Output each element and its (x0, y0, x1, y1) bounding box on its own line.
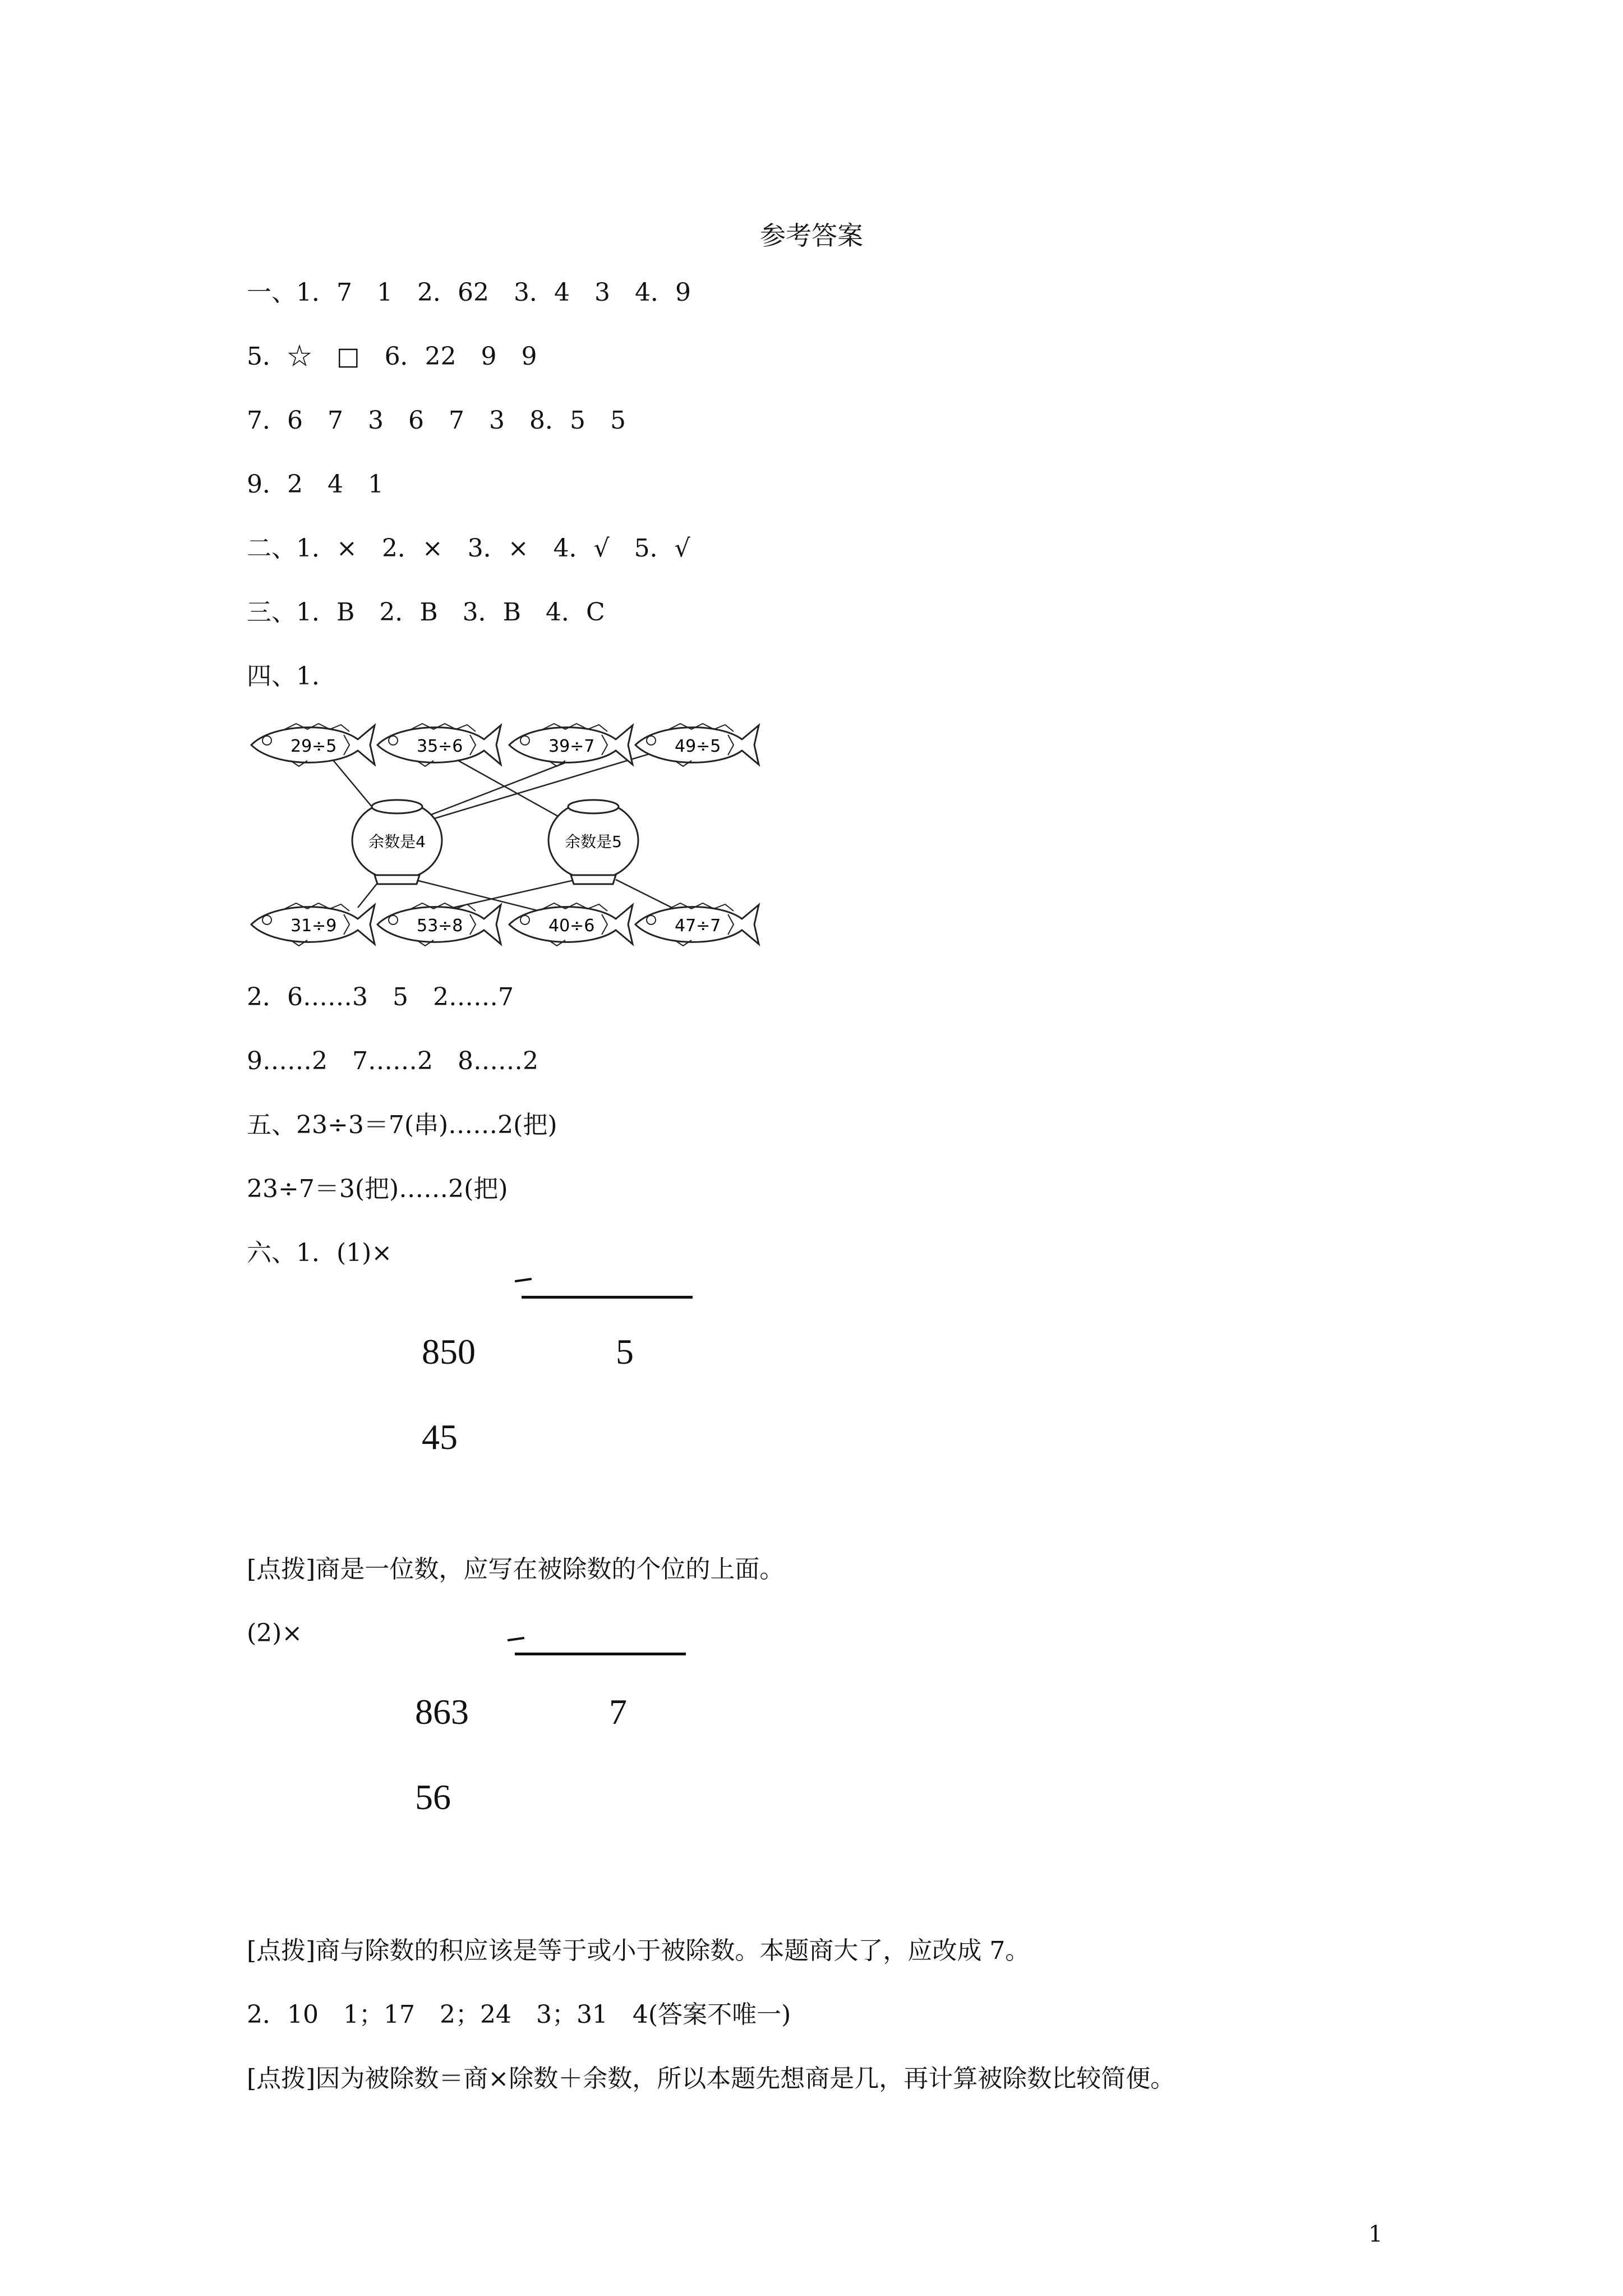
divisor: 7 (609, 1692, 627, 1732)
fish-label: 29÷5 (291, 737, 337, 756)
answer-line-10: 五、23÷3＝7(串)……2(把) (247, 1111, 557, 1139)
answer-line-6: 三、1．B 2．B 3．B 4．C (247, 598, 605, 627)
dividend: 850 (422, 1332, 476, 1372)
answer-line-3: 7．6 7 3 6 7 3 8．5 5 (247, 406, 626, 435)
hint-line-1: [点拨]商是一位数，应写在被除数的个位的上面。 (247, 1555, 785, 1584)
division-bar (515, 1653, 686, 1655)
hint-line-3: [点拨]因为被除数＝商×除数＋余数，所以本题先想商是几，再计算被除数比较简便。 (247, 2064, 1175, 2093)
answer-line-16: 2．10 1；17 2；24 3；31 4(答案不唯一) (247, 2000, 791, 2029)
fish-bottom-3 (509, 903, 633, 946)
hint-line-2: [点拨]商与除数的积应该是等于或小于被除数。本题商大了，应改成 7。 (247, 1936, 1030, 1965)
division-bar (522, 1296, 693, 1299)
fish-label: 39÷7 (548, 737, 595, 756)
fish-label: 35÷6 (417, 737, 463, 756)
bowl-label: 余数是4 (368, 832, 426, 851)
partial-product: 45 (422, 1417, 458, 1457)
divisor: 5 (616, 1332, 634, 1372)
answer-line-7: 四、1． (247, 662, 336, 691)
answer-line-1: 一、1．7 1 2．62 3．4 3 4．9 (247, 278, 691, 307)
answer-line-11: 23÷7＝3(把)……2(把) (247, 1175, 508, 1203)
answer-line-12: 六、1．(1)× (247, 1239, 393, 1267)
fish-bottom-1 (251, 903, 375, 946)
answer-line-5: 二、1．× 2．× 3．× 4．√ 5．√ (247, 534, 690, 563)
bowl-remainder-4 (352, 800, 442, 884)
fish-label: 49÷5 (675, 737, 721, 756)
fish-label: 40÷6 (548, 916, 595, 936)
answer-line-4: 9．2 4 1 (247, 470, 384, 499)
fish-top-3 (509, 724, 633, 766)
answer-line-8: 2．6……3 5 2……7 (247, 983, 514, 1011)
fish-bottom-4 (635, 903, 759, 946)
fish-top-2 (377, 724, 501, 766)
fish-label: 47÷7 (675, 916, 721, 936)
dividend: 863 (415, 1692, 469, 1732)
fish-matching-diagram (246, 717, 762, 958)
page-title: 参考答案 (760, 220, 863, 251)
page-number: 1 (1368, 2221, 1383, 2247)
partial-product: 56 (415, 1777, 451, 1817)
answer-line-14: (2)× (247, 1619, 303, 1648)
fish-top-4 (635, 724, 759, 766)
bowl-label: 余数是5 (565, 832, 622, 851)
fish-bottom-2 (377, 903, 501, 946)
division-tick (508, 1637, 524, 1641)
fish-top-1 (251, 724, 375, 766)
fish-label: 53÷8 (417, 916, 463, 936)
division-tick (515, 1278, 532, 1282)
answer-line-9: 9……2 7……2 8……2 (247, 1047, 538, 1075)
answer-line-2: 5．☆ □ 6．22 9 9 (247, 342, 537, 371)
bowl-remainder-5 (548, 800, 638, 884)
fish-label: 31÷9 (291, 916, 337, 936)
